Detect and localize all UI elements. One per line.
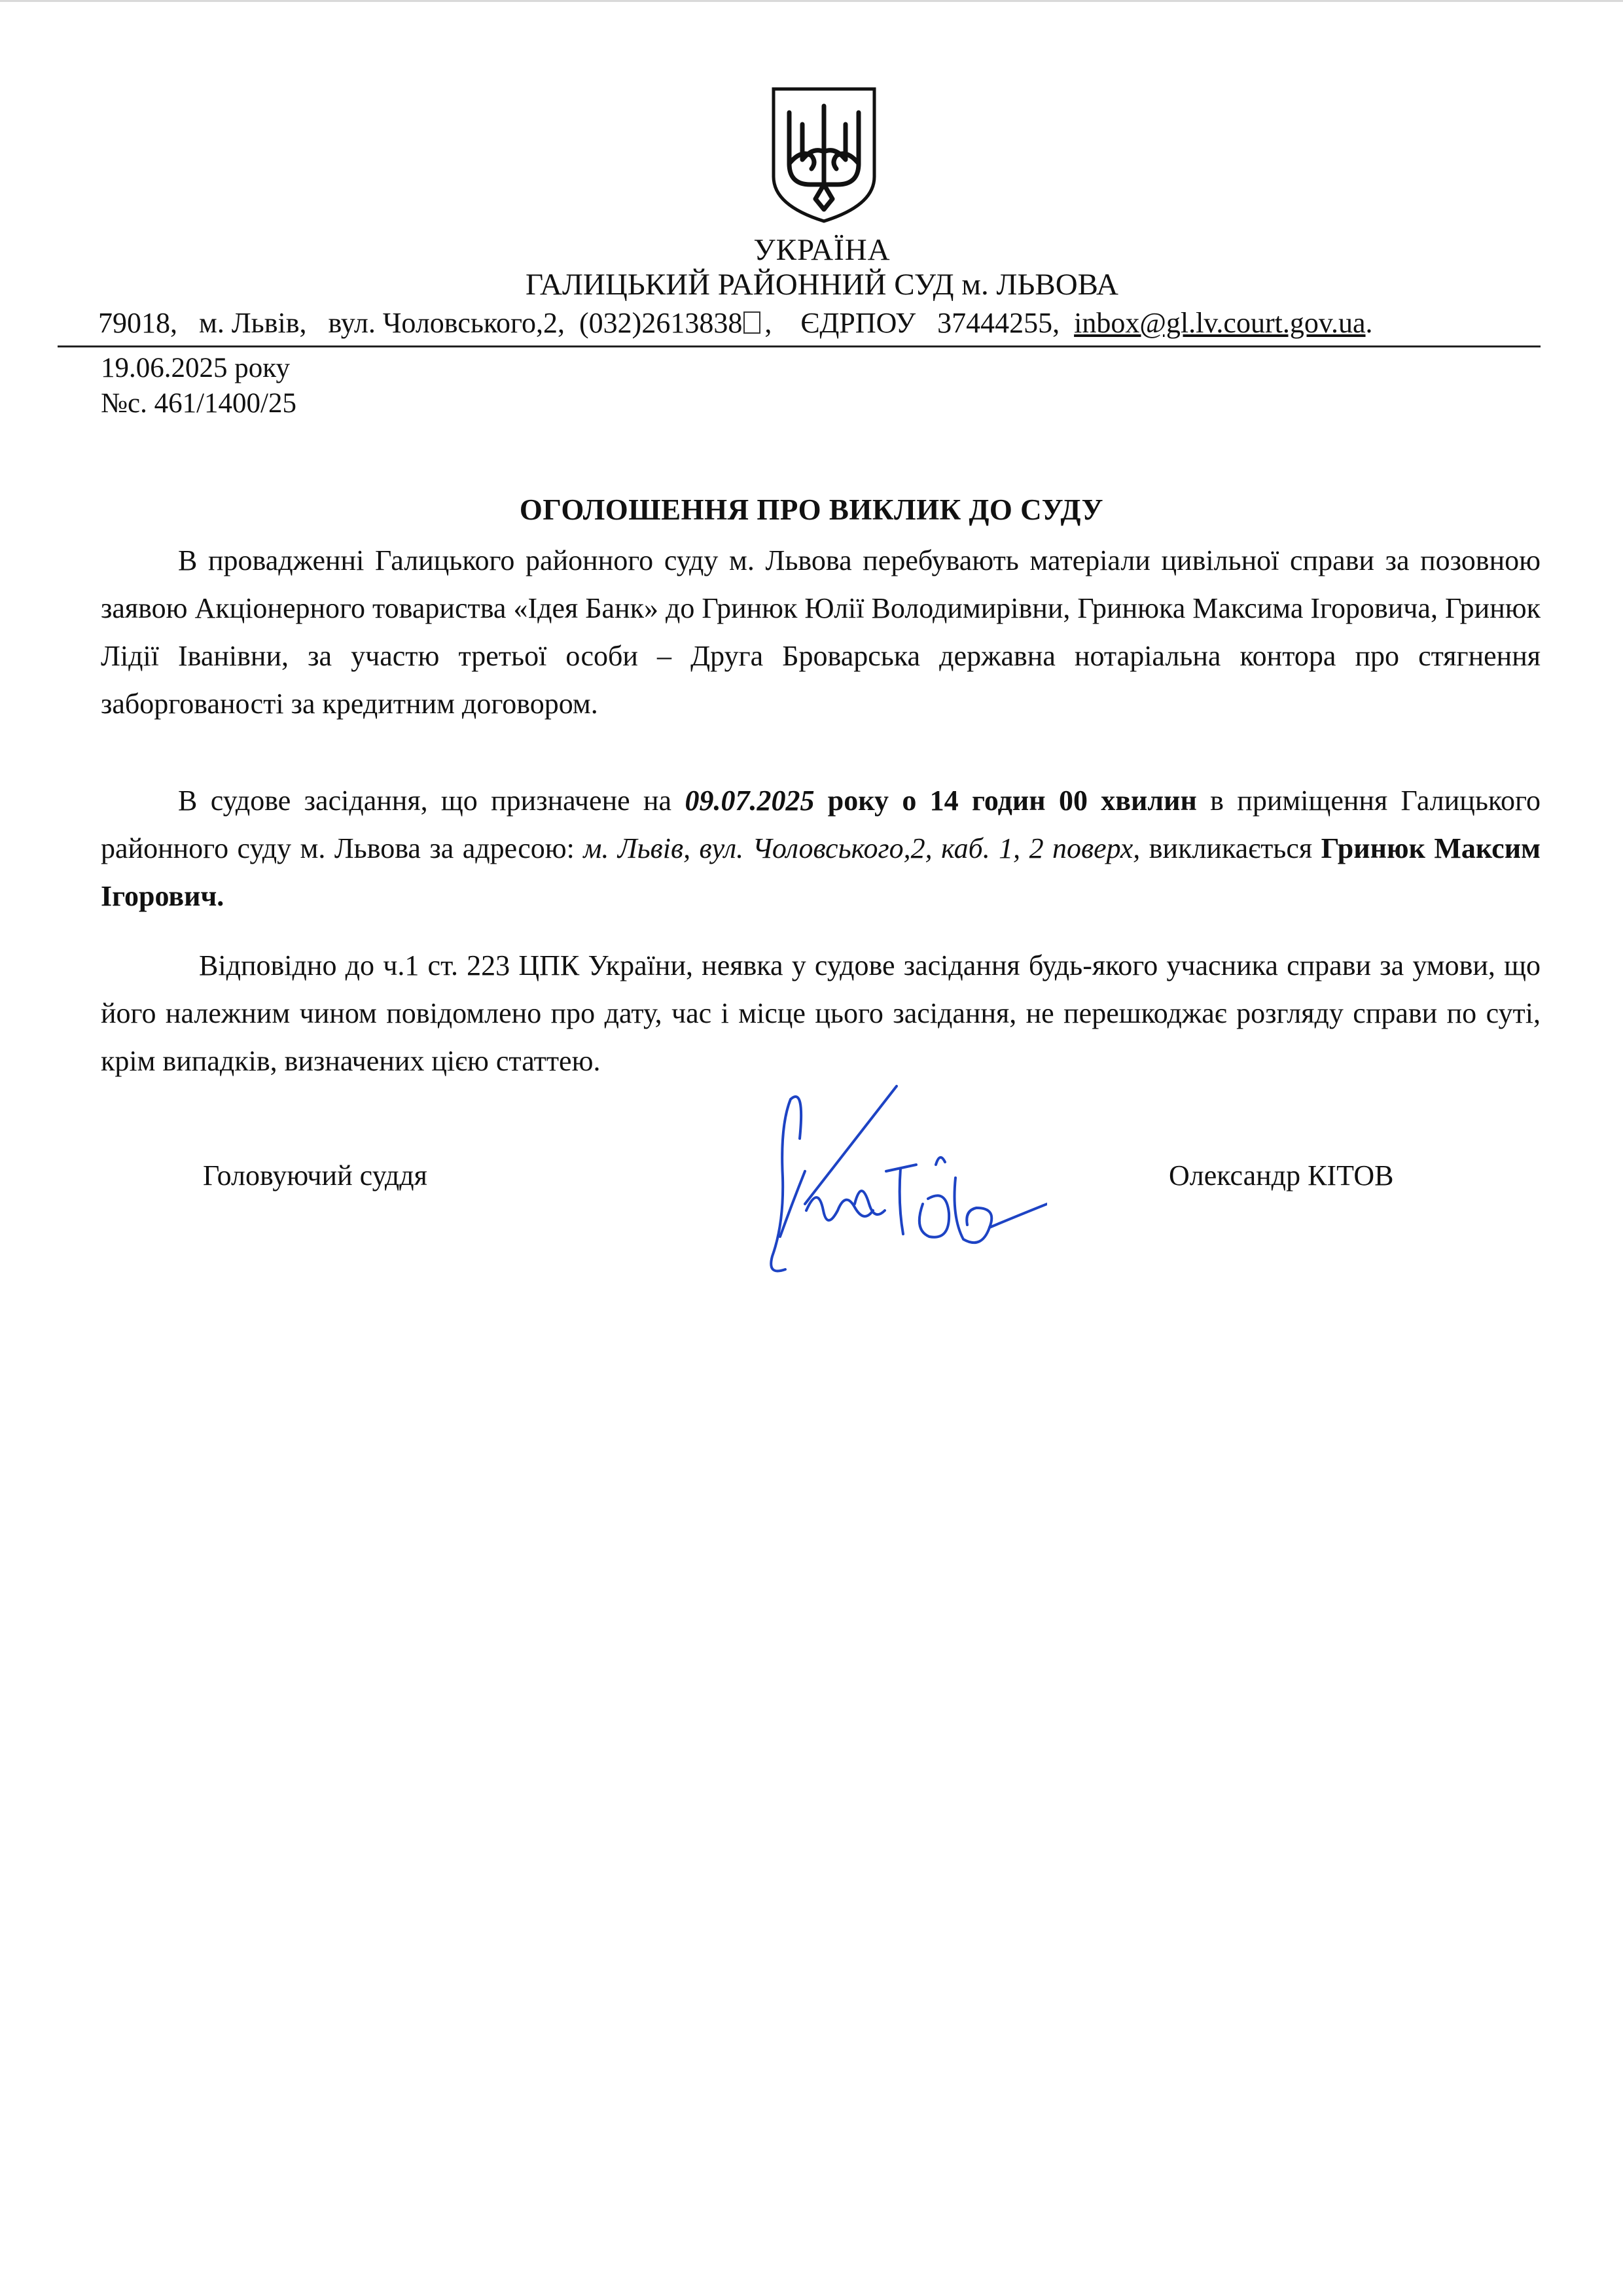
email-period: . [1365, 307, 1373, 339]
hearing-time: року о 14 годин 00 хвилин [814, 785, 1197, 817]
country-heading: УКРАЇНА [753, 233, 891, 267]
header-divider [58, 345, 1541, 347]
paragraph-case-description: В провадженні Галицького районного суду м. Львова перебувають матеріали цивільної справи за позовною заявою Акціонерного товариства «Ідея Банк» до Гринюк Юлії Володимирівни, Гринюка Максима Ігоровича, Гринюк Лідії Іванівни, за участю третьої особи – Друга Броварська державна нотаріальна контора про стягнення заборгованості за кредитним договором. [101, 544, 1541, 720]
scan-top-edge [0, 0, 1623, 2]
hearing-address: м. Львів, вул. Чоловського,2, каб. 1, 2 поверх, [583, 832, 1141, 864]
phone-separator: , [764, 307, 772, 339]
summoned-person: Гринюк Максим Ігорович. [101, 832, 1541, 912]
summoned-prefix: викликається [1140, 832, 1321, 864]
paragraph-hearing-summons [101, 777, 1541, 920]
case-number: №с. 461/1400/25 [101, 388, 297, 419]
hearing-location-intro: в приміщення Галицького районного суду м. Львова за адресою: [101, 785, 1541, 864]
edrpou-code: 37444255, [937, 307, 1060, 339]
presiding-judge-label: Головуючий суддя [203, 1159, 427, 1192]
hearing-intro: В судове засідання, що призначене на [178, 785, 685, 817]
judge-name: Олександр КІТОВ [1169, 1159, 1394, 1192]
email-link[interactable]: inbox@gl.lv.court.gov.ua [1074, 307, 1366, 339]
edrpou-label: ЄДРПОУ [800, 307, 916, 339]
postcode: 79018, [98, 307, 177, 339]
coat-of-arms-trident-icon [770, 86, 878, 224]
court-address-line [98, 306, 1373, 341]
document-title: ОГОЛОШЕННЯ ПРО ВИКЛИК ДО СУДУ [519, 493, 1104, 526]
phone-symbol-icon [743, 311, 760, 334]
hearing-date: 09.07.2025 [685, 785, 815, 817]
paragraph-legal-notice: Відповідно до ч.1 ст. 223 ЦПК України, неявка у судове засідання будь-якого учасника справи за умови, що його належним чином повідомлено про дату, час і місце цього засідання, не перешкоджає розгляду справи по суті, крім випадків, визначених цією статтею. [101, 949, 1541, 1077]
handwritten-signature [707, 1073, 1047, 1289]
phone-number: (032)2613838 [579, 307, 743, 339]
city: м. Львів, [199, 307, 307, 339]
street-address: вул. Чоловського,2, [328, 307, 565, 339]
court-name-heading: ГАЛИЦЬКИЙ РАЙОННИЙ СУД м. ЛЬВОВА [526, 268, 1118, 302]
document-date: 19.06.2025 року [101, 353, 291, 383]
